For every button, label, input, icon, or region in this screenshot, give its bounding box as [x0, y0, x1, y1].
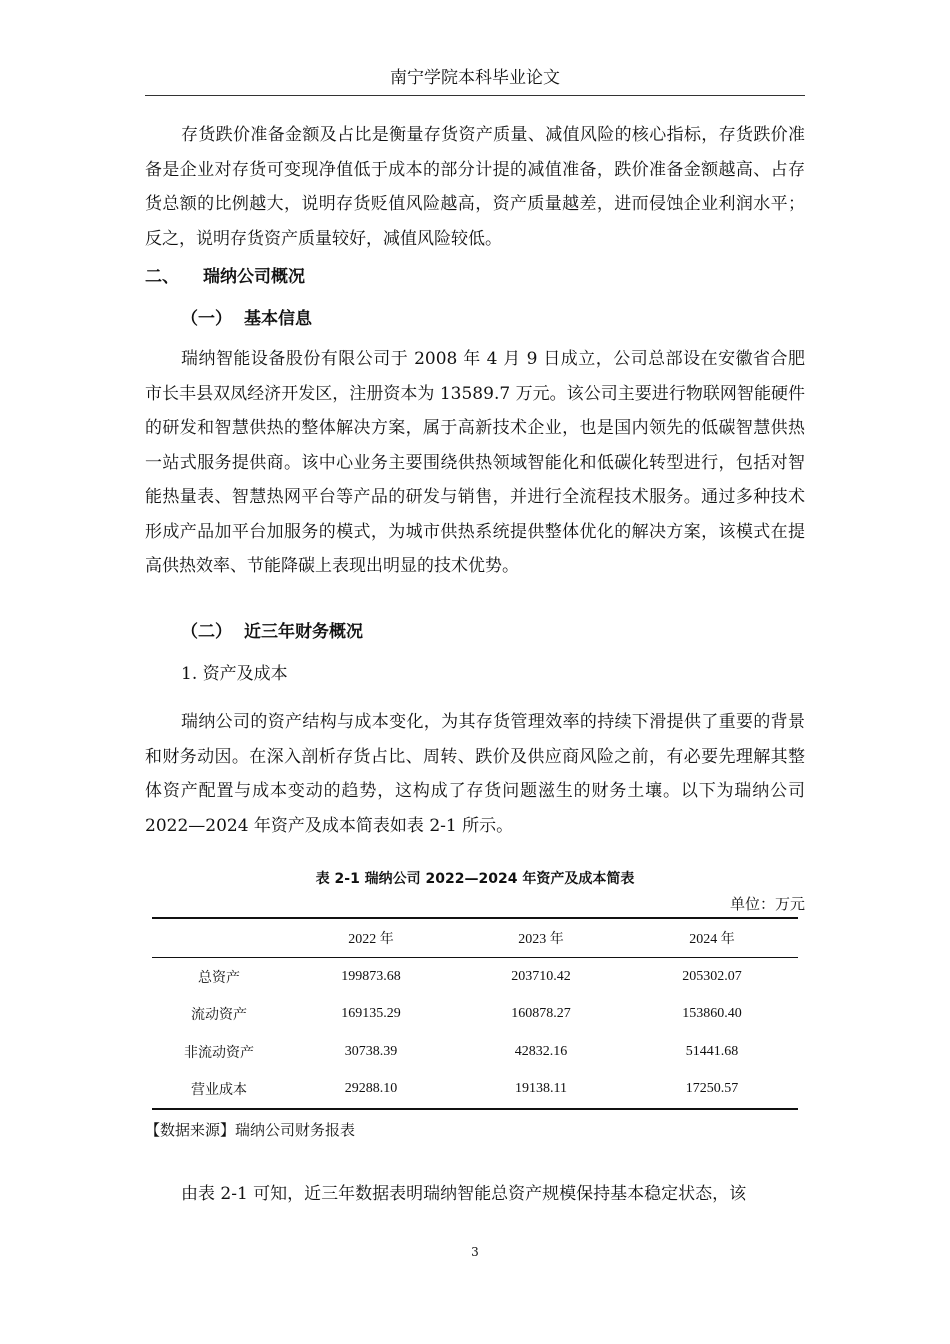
paragraph-inventory-impairment: 存货跌价准备金额及占比是衡量存货资产质量、减值风险的核心指标，存货跌价准备是企业对存货可变现净值低于成本的部分计提的减值准备，跌价准备金额越高、占存货总额的比例越大，说明存货贬值风险越高，资产质量越差，进而侵蚀企业利润水平；反之，说明存货资产质量较好，减值风险较低。: [145, 125, 805, 249]
table-row: [152, 1033, 798, 1071]
subsection-heading-financial-overview: [181, 620, 363, 644]
item-heading-assets-costs: 1. 资产及成本: [181, 664, 288, 684]
table-cell: 205302.07: [682, 968, 742, 984]
table-cell: 169135.29: [341, 1006, 401, 1022]
table-cell: 19138.11: [456, 1071, 626, 1110]
table-cell: 29288.10: [286, 1071, 456, 1110]
table-header-cell: 2023 年: [456, 918, 626, 958]
paragraph-basic-info: 瑞纳智能设备股份有限公司于 2008 年 4 月 9 日成立，公司总部设在安徽省合肥市长丰县双凤经济开发区，注册资本为 13589.7 万元。该公司主要进行物联网智能硬件的研发和智慧供热的整体解决方案，属于高新技术企业，也是国内领先的低碳智慧供热一站式服务提供商。该中心业务主要围绕供热领域智能化和低碳化转型进行，包括对智能热量表、智慧热网平台等产品的研发与销售，并进行全流程技术服务。通过多种技术形成产品加平台加服务的模式，为城市供热系统提供整体优化的解决方案，该模式在提高供热效率、节能降碳上表现出明显的技术优势。: [145, 349, 805, 576]
subsection-title: 近三年财务概况: [244, 622, 363, 642]
table-cell: 199873.68: [341, 968, 401, 984]
subsection-number: （一）: [181, 309, 232, 329]
paragraph-assets-costs: 瑞纳公司的资产结构与成本变化，为其存货管理效率的持续下滑提供了重要的背景和财务动因。在深入剖析存货占比、周转、跌价及供应商风险之前，有必要先理解其整体资产配置与成本变动的趋势，这构成了存货问题滋生的财务土壤。以下为瑞纳公司 2022—2024 年资产及成本简表如表 2-1 所示。: [145, 712, 805, 836]
table-cell: 17250.57: [626, 1071, 798, 1110]
table-row: [152, 958, 798, 996]
table-row: [152, 996, 798, 1034]
table-cell: 51441.68: [685, 1043, 739, 1059]
table-header-cell: 2024 年: [626, 918, 798, 958]
table-header-cell: [152, 918, 286, 958]
header-divider: [145, 95, 805, 96]
assets-costs-table: [152, 917, 798, 1110]
section-heading-2: [145, 265, 305, 289]
table-cell: 153860.40: [682, 1006, 742, 1022]
table-cell: 203710.42: [511, 968, 571, 984]
table-row: [152, 1071, 798, 1110]
table-row-label: 流动资产: [191, 1008, 247, 1024]
table-cell: 160878.27: [511, 1006, 571, 1022]
paragraph-analysis: 由表 2-1 可知，近三年数据表明瑞纳智能总资产规模保持基本稳定状态，该: [181, 1184, 747, 1204]
subsection-heading-basic-info: [181, 307, 312, 331]
section-number: 二、: [145, 267, 179, 287]
table-header-row: [152, 918, 798, 958]
page-number: 3: [471, 1245, 479, 1259]
subsection-title: 基本信息: [244, 309, 312, 329]
table-cell: 42832.16: [514, 1043, 568, 1059]
table-row-label: 总资产: [198, 970, 240, 986]
table-row-label: 营业成本: [152, 1071, 286, 1110]
table-data-source: 【数据来源】瑞纳公司财务报表: [145, 1121, 356, 1139]
section-title: 瑞纳公司概况: [203, 267, 305, 287]
table-unit-label: 单位：万元: [729, 895, 805, 913]
table-cell: 30738.39: [344, 1043, 398, 1059]
table-header-cell: 2022 年: [286, 918, 456, 958]
subsection-number: （二）: [181, 622, 232, 642]
table-caption: 表 2-1 瑞纳公司 2022—2024 年资产及成本简表: [315, 871, 635, 887]
page-header-title: 南宁学院本科毕业论文: [390, 68, 560, 88]
table-row-label: 非流动资产: [184, 1045, 254, 1061]
